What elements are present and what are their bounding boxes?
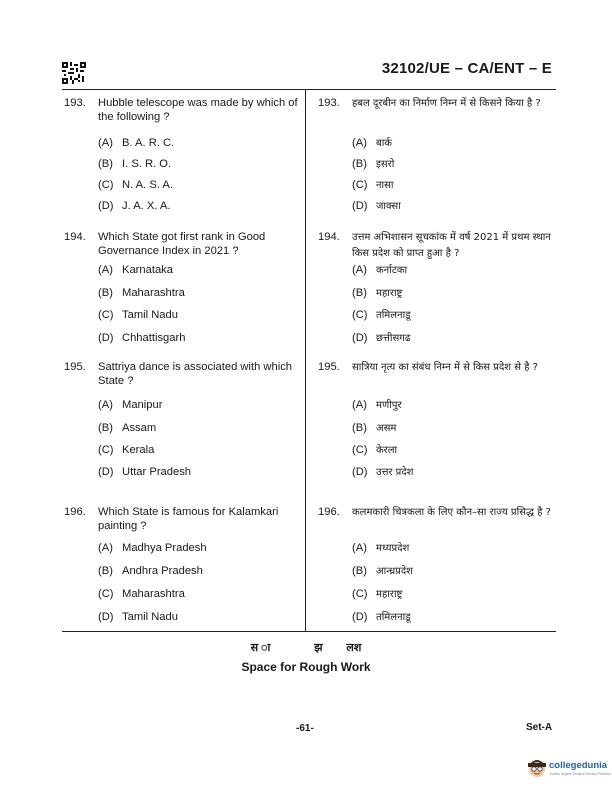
question-number: 194. (64, 231, 86, 243)
question-number: 193. (318, 97, 340, 109)
question-text: उत्तम अभिशासन सूचकांक में वर्ष 2021 में प्रथम स्थान किस प्रदेश को प्राप्त हुआ है ? (352, 232, 551, 259)
option-b: (B) Assam (98, 422, 157, 434)
option-a: (A) कर्नाटका (352, 264, 408, 276)
question-number: 193. (64, 97, 86, 109)
rough-work-heading-hindi: स ा झ लश (250, 641, 362, 654)
question-number: 194. (318, 231, 340, 243)
option-a: (A) Karnataka (98, 264, 173, 276)
rough-work-heading: Space for Rough Work (241, 660, 371, 674)
option-d: (D) छत्तीसगढ (352, 332, 411, 344)
option-a: (A) Manipur (98, 399, 163, 411)
option-a: (A) मणीपुर (352, 399, 402, 411)
option-d: (D) जाक्सा (352, 200, 401, 212)
question-text: Hubble telescope was made by which of the following ? (98, 97, 298, 123)
column-divider (305, 89, 306, 631)
mascot-icon (526, 757, 548, 779)
logo-tagline: India's largest Student Review Platform (550, 772, 611, 776)
option-a: (A) B. A. R. C. (98, 137, 175, 149)
option-b: (B) आन्ध्रप्रदेश (352, 565, 413, 577)
option-d: (D) Chhattisgarh (98, 332, 186, 344)
option-d: (D) उत्तर प्रदेश (352, 466, 414, 478)
logo-wordmark: collegedunia (549, 760, 608, 771)
question-text: कलमकारी चित्रकला के लिए कौन–सा राज्य प्रसिद्ध है ? (352, 507, 551, 518)
option-d: (D) Tamil Nadu (98, 611, 178, 623)
header-rule (62, 89, 556, 90)
set-label: Set-A (526, 722, 553, 733)
option-d: (D) Uttar Pradesh (98, 466, 192, 478)
collegedunia-logo (526, 757, 612, 781)
option-c: (C) तमिलनाडू (352, 309, 411, 321)
question-number: 196. (64, 506, 86, 518)
option-c: (C) N. A. S. A. (98, 179, 173, 191)
page-number: -61- (296, 723, 314, 734)
question-text: Which State is famous for Kalamkari painting ? (98, 506, 279, 532)
option-c: (C) Maharashtra (98, 588, 185, 600)
option-b: (B) Andhra Pradesh (98, 565, 203, 577)
option-c: (C) केरला (352, 444, 398, 456)
option-c: (C) नासा (352, 179, 394, 191)
question-number: 196. (318, 506, 340, 518)
option-b: (B) I. S. R. O. (98, 158, 172, 170)
option-b: (B) Maharashtra (98, 287, 185, 299)
option-a: (A) मध्यप्रदेश (352, 542, 410, 554)
option-b: (B) असम (352, 422, 397, 434)
question-number: 195. (64, 361, 86, 373)
question-text: Sattriya dance is associated with which State ? (98, 361, 293, 387)
option-c: (C) Tamil Nadu (98, 309, 178, 321)
option-d: (D) J. A. X. A. (98, 200, 171, 212)
option-a: (A) Madhya Pradesh (98, 542, 207, 554)
question-text: Which State got first rank in Good Governance Index in 2021 ? (98, 231, 266, 257)
question-number: 195. (318, 361, 340, 373)
option-d: (D) तमिलनाडू (352, 611, 411, 623)
question-text: सात्रिया नृत्य का संबंध निम्न में से किस प्रदेश से है ? (352, 362, 538, 373)
option-c: (C) महाराष्ट्र (352, 588, 403, 600)
question-text: हबल दूरबीन का निर्माण निम्न में से किसने किया है ? (352, 98, 541, 109)
option-c: (C) Kerala (98, 444, 155, 456)
paper-code: 32102/UE – CA/ENT – E (381, 60, 552, 77)
option-a: (A) बार्क (352, 137, 392, 149)
option-b: (B) इसरो (352, 158, 395, 170)
option-b: (B) महाराष्ट्र (352, 287, 403, 299)
qr-code (62, 62, 86, 84)
footer-rule (62, 631, 556, 632)
